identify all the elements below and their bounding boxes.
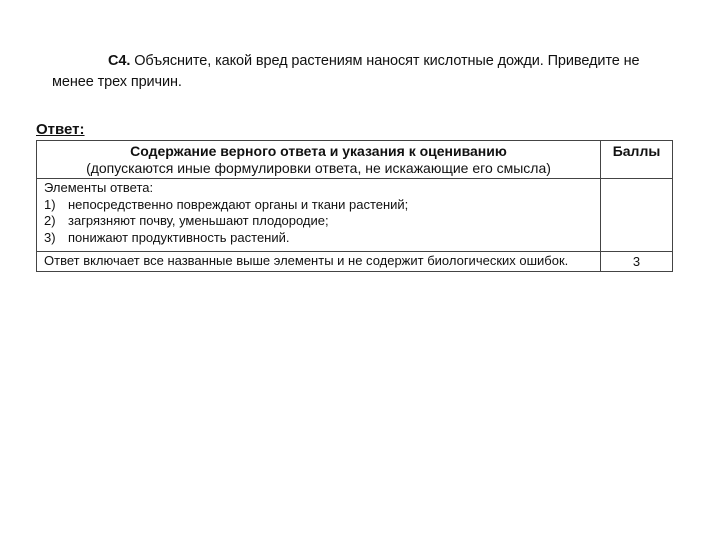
list-item-text: загрязняют почву, уменьшают плодородие;	[68, 213, 329, 228]
question-number: С4.	[108, 53, 131, 69]
list-item-number: 1)	[44, 196, 56, 212]
list-item-text: непосредственно повреждают органы и ткани растений;	[68, 196, 409, 212]
table-header-row	[37, 141, 673, 179]
table-row	[37, 252, 673, 272]
answer-elements-cell	[37, 179, 601, 252]
list-item	[44, 213, 593, 230]
elements-intro: Элементы ответа:	[44, 180, 154, 195]
question-line-1: Объясните, какой вред растениям наносят кислотные дожди. Приведите не	[134, 53, 640, 69]
list-item	[44, 230, 593, 247]
content-header-subtitle: (допускаются иные формулировки ответа, не искажающие его смысла)	[86, 160, 551, 176]
question-text	[52, 51, 702, 93]
question-line-2: менее трех причин.	[52, 74, 182, 90]
criteria-text: Ответ включает все названные выше элементы и не содержит биологических ошибок.	[37, 252, 601, 272]
score-header: Баллы	[601, 141, 673, 179]
list-item-number: 2)	[44, 213, 56, 228]
content-header	[37, 141, 601, 179]
list-item-text: понижают продуктивность растений.	[68, 229, 290, 245]
answer-label: Ответ:	[36, 121, 85, 138]
list-item	[44, 197, 593, 214]
table-row	[37, 179, 673, 252]
score-value: 3	[601, 252, 673, 272]
list-item-number: 3)	[44, 229, 56, 245]
grading-table	[36, 140, 673, 272]
score-cell-empty	[601, 179, 673, 252]
content-header-title: Содержание верного ответа и указания к оцениванию	[130, 143, 507, 159]
